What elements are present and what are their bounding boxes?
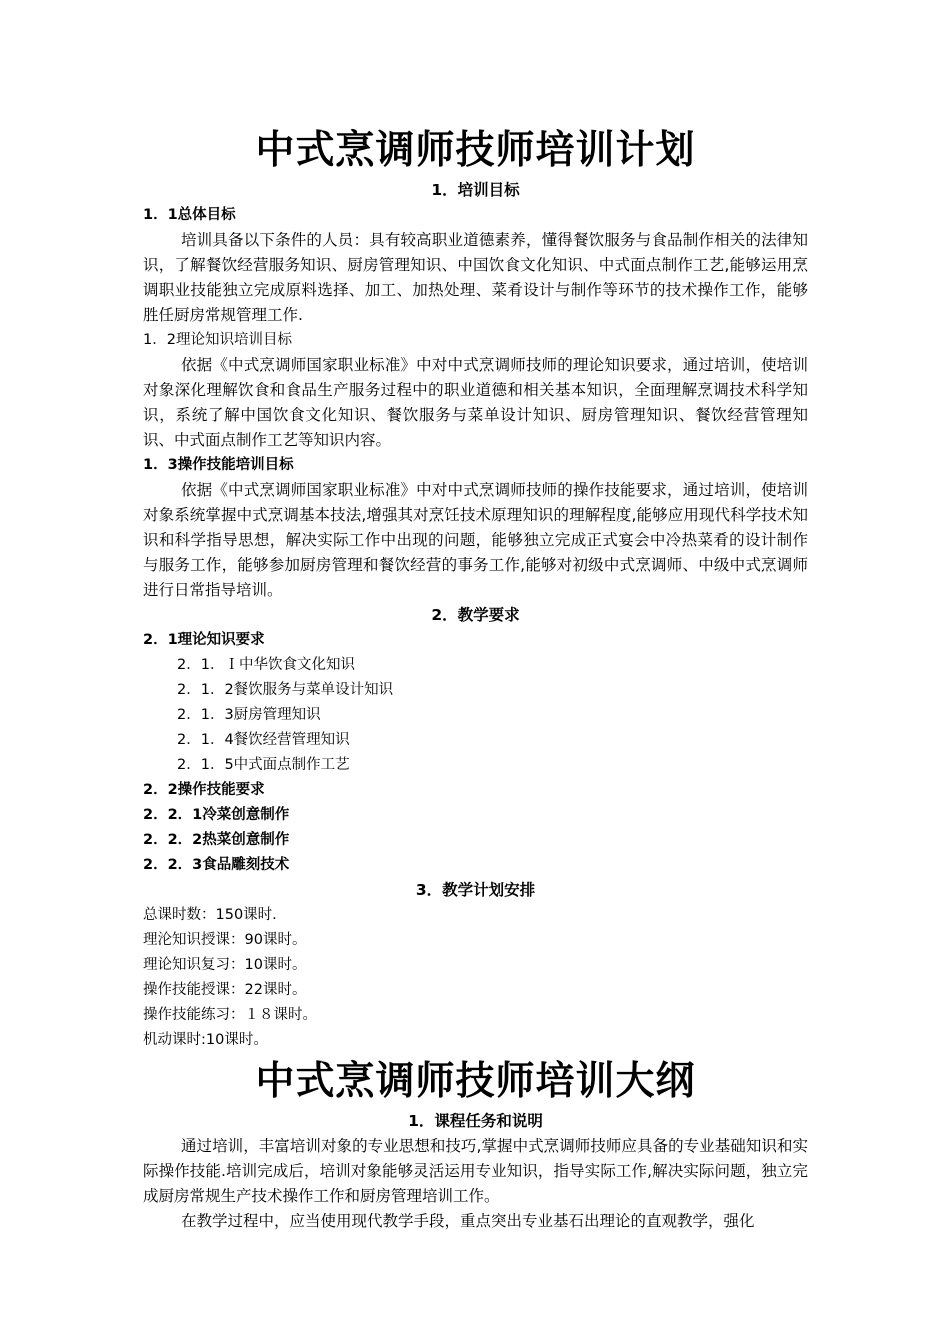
schedule-line: 操作技能授课：22课时。	[143, 982, 307, 998]
list-item: 2．1．3厨房管理知识	[177, 707, 321, 723]
paragraph-skill-goal: 依据《中式烹调师国家职业标准》中对中式烹调师技师的操作技能要求，通过培训，使培训对象系统掌握中式烹调基本技法,增强其对烹饪技术原理知识的理解程度,能够应用现代科学技术知识和科学指导思想，解决实际工作中出现的问题，能够独立完成正式宴会中冷热菜肴的设计制作与服务工作，能够参加厨房管理和餐饮经营的事务工作,能够对初级中式烹调师、中级中式烹调师进行日常指导培训。	[143, 481, 808, 599]
schedule-line: 操作技能练习：１８课时。	[143, 1007, 317, 1023]
list-item: 2．2．1冷菜创意制作	[143, 807, 290, 823]
outline-title: 中式烹调师技师培训大纲	[255, 1059, 696, 1104]
subheading-skill-requirements: 2．2操作技能要求	[143, 782, 265, 798]
section-heading-schedule: 3．教学计划安排	[415, 881, 536, 899]
subheading-theory-goal: 1．2理论知识培训目标	[143, 332, 292, 348]
schedule-line: 理论知识复习：10课时。	[143, 957, 307, 973]
paragraph-teaching-process: 在教学过程中，应当使用现代教学手段，重点突出专业基石出理论的直观教学，强化	[181, 1212, 755, 1230]
schedule-line: 机动课时:10课时。	[143, 1032, 268, 1048]
subheading-overall-goal: 1．1总体目标	[143, 207, 236, 223]
paragraph-course-tasks: 通过培训，丰富培训对象的专业思想和技巧,掌握中式烹调师技师应具备的专业基础知识和实际操作技能.培训完成后，培训对象能够灵活运用专业知识，指导实际工作,解决实际问题，独立完成厨房常规生产技术操作工作和厨房管理培训工作。	[143, 1137, 808, 1205]
document-content	[143, 124, 808, 1234]
subheading-theory-requirements: 2．1理论知识要求	[143, 632, 265, 648]
list-item: 2．1．5中式面点制作工艺	[177, 757, 350, 773]
paragraph-overall-goal: 培训具备以下条件的人员：具有较高职业道德素养，懂得餐饮服务与食品制作相关的法律知识，了解餐饮经营服务知识、厨房管理知识、中国饮食文化知识、中式面点制作工艺,能够运用烹调职业技能独立完成原料选择、加工、加热处理、菜肴设计与制作等环节的技术操作工作，能够胜任厨房常规管理工作.	[143, 231, 808, 324]
list-item: 2．2．2热菜创意制作	[143, 832, 290, 848]
list-item: 2．1．2餐饮服务与菜单设计知识	[177, 682, 394, 698]
section-heading-teaching-requirements: 2．教学要求	[431, 606, 520, 624]
schedule-line: 总课时数：150课时.	[143, 907, 277, 923]
list-item: 2．1．Ｉ中华饮食文化知识	[177, 657, 355, 673]
document-title: 中式烹调师技师培训计划	[255, 128, 696, 173]
list-item: 2．2．3食品雕刻技术	[143, 857, 290, 873]
section-heading-training-goals: 1．培训目标	[431, 181, 520, 199]
subheading-skill-goal: 1．3操作技能培训目标	[143, 457, 294, 473]
section-heading-course-tasks: 1．课程任务和说明	[408, 1112, 543, 1130]
paragraph-theory-goal: 依据《中式烹调师国家职业标准》中对中式烹调师技师的理论知识要求，通过培训，使培训对象深化理解饮食和食品生产服务过程中的职业道德和相关基本知识，全面理解烹调技术科学知识，系统了解中国饮食文化知识、餐饮服务与菜单设计知识、厨房管理知识、餐饮经营管理知识、中式面点制作工艺等知识内容。	[143, 356, 808, 449]
list-item: 2．1．4餐饮经营管理知识	[177, 732, 350, 748]
schedule-line: 理沦知识授课：90课时。	[143, 932, 307, 948]
